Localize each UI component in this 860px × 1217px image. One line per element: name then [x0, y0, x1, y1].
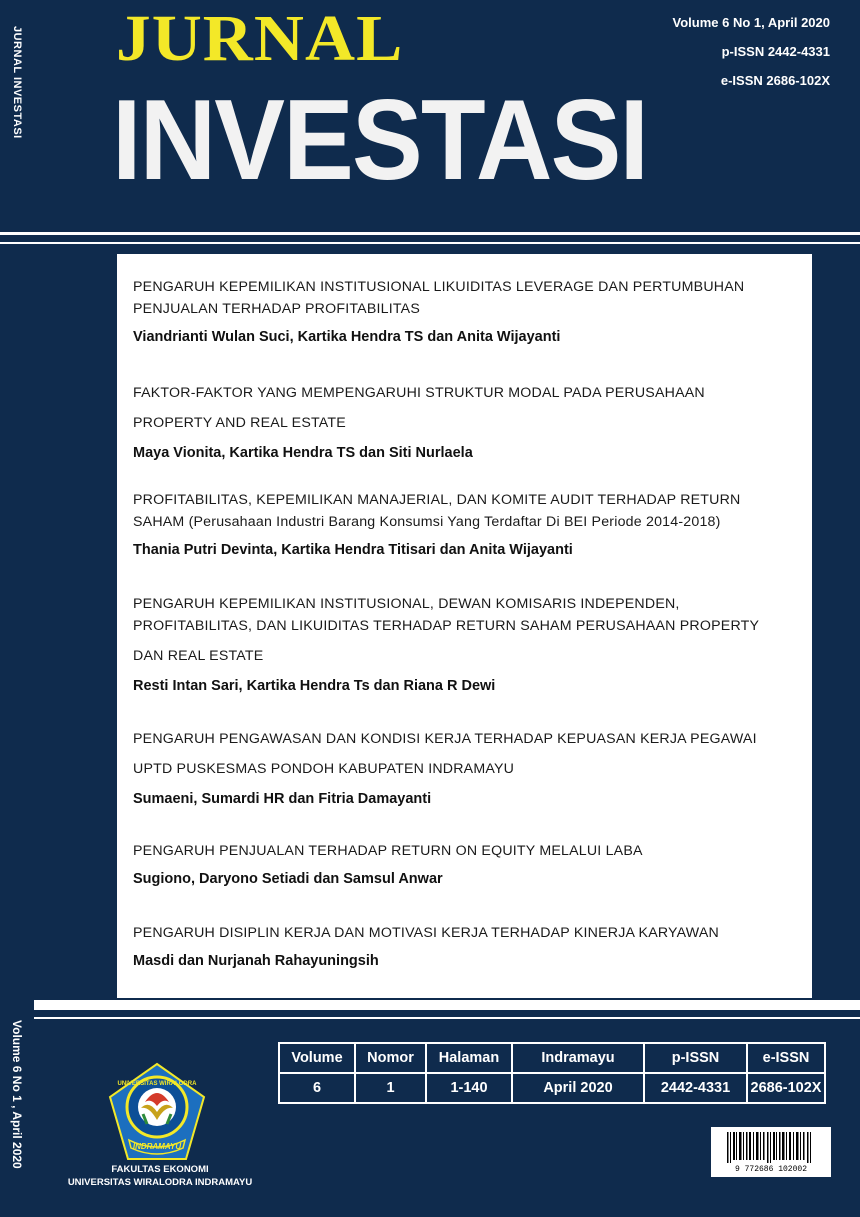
- article-authors: Resti Intan Sari, Kartika Hendra Ts dan Riana R Dewi: [133, 678, 496, 694]
- logo-top-text: UNIVERSITAS WIRALODRA: [117, 1081, 197, 1087]
- article-title-line: DAN REAL ESTATE: [133, 648, 264, 664]
- issue-meta: [673, 8, 831, 95]
- article-title-line: PROPERTY AND REAL ESTATE: [133, 415, 346, 431]
- article-title-line: PENGARUH PENJUALAN TERHADAP RETURN ON EQUITY MELALUI LABA: [133, 843, 643, 859]
- university-logo-icon: [107, 1062, 207, 1162]
- article-title-line: PENGARUH DISIPLIN KERJA DAN MOTIVASI KERJA TERHADAP KINERJA KARYAWAN: [133, 925, 719, 941]
- journal-word-jurnal: JURNAL: [116, 2, 404, 75]
- volume-line: Volume 6 No 1, April 2020: [672, 15, 830, 30]
- info-value-e-issn: 2686-102X: [747, 1073, 825, 1103]
- article-authors: Masdi dan Nurjanah Rahayuningsih: [133, 953, 379, 969]
- article-title-line: PROFITABILITAS, KEPEMILIKAN MANAJERIAL, DAN KOMITE AUDIT TERHADAP RETURN: [133, 492, 741, 508]
- footer-rule: [34, 1000, 860, 1010]
- article-3: [133, 489, 805, 561]
- article-title-line: PENGARUH KEPEMILIKAN INSTITUSIONAL, DEWAN KOMISARIS INDEPENDEN,: [133, 596, 680, 612]
- article-authors: Viandrianti Wulan Suci, Kartika Hendra TS dan Anita Wijayanti: [133, 329, 561, 345]
- article-6: [133, 837, 805, 893]
- article-authors: Maya Vionita, Kartika Hendra TS dan Siti Nurlaela: [133, 445, 473, 461]
- spine-issue: [4, 1020, 30, 1205]
- masthead-rule-2: [0, 242, 860, 244]
- spine-title-text: JURNAL INVESTASI: [11, 26, 23, 139]
- article-authors: Sumaeni, Sumardi HR dan Fitria Damayanti: [133, 791, 432, 807]
- footer-rule-2: [34, 1017, 860, 1019]
- info-value-p-issn: 2442-4331: [644, 1073, 747, 1103]
- isbn-barcode: [711, 1127, 831, 1177]
- info-header-volume: Volume: [279, 1043, 355, 1073]
- university-name: UNIVERSITAS WIRALODRA INDRAMAYU: [67, 1177, 253, 1188]
- info-value-nomor: 1: [355, 1073, 426, 1103]
- info-header-e-issn: e-ISSN: [747, 1043, 825, 1073]
- info-value-date: April 2020: [512, 1073, 644, 1103]
- p-issn-line: p-ISSN 2442-4331: [721, 44, 830, 59]
- info-header-p-issn: p-ISSN: [644, 1043, 747, 1073]
- article-title-line: FAKTOR-FAKTOR YANG MEMPENGARUHI STRUKTUR MODAL PADA PERUSAHAAN: [133, 385, 705, 401]
- article-title-line: PENGARUH PENGAWASAN DAN KONDISI KERJA TERHADAP KEPUASAN KERJA PEGAWAI: [133, 731, 757, 747]
- article-4: [133, 593, 805, 697]
- article-title-line: UPTD PUSKESMAS PONDOH KABUPATEN INDRAMAYU: [133, 761, 515, 777]
- issue-info-table: [278, 1042, 826, 1104]
- info-header-row: [279, 1043, 825, 1073]
- article-1: [133, 276, 805, 348]
- article-title-line: SAHAM (Perusahaan Industri Barang Konsumsi Yang Terdaftar Di BEI Periode 2014-2018): [133, 514, 721, 530]
- journal-word-investasi: INVESTASI: [112, 77, 648, 204]
- article-title-line: PROFITABILITAS, DAN LIKUIDITAS TERHADAP RETURN SAHAM PERUSAHAAN PROPERTY: [133, 618, 760, 634]
- table-of-contents: [117, 254, 812, 998]
- article-2: [133, 378, 805, 468]
- masthead-rule: [0, 232, 860, 235]
- e-issn-line: e-ISSN 2686-102X: [720, 73, 830, 88]
- article-7: [133, 919, 805, 975]
- spine-title: [4, 26, 30, 176]
- logo-bottom-text: INDRAMAYU: [132, 1142, 182, 1151]
- article-authors: Thania Putri Devinta, Kartika Hendra Titisari dan Anita Wijayanti: [133, 542, 573, 558]
- spine-issue-text: Volume 6 No 1 , April 2020: [10, 1020, 24, 1169]
- article-authors: Sugiono, Daryono Setiadi dan Samsul Anwar: [133, 871, 443, 887]
- faculty-name: FAKULTAS EKONOMI: [111, 1164, 209, 1175]
- info-header-indramayu: Indramayu: [512, 1043, 644, 1073]
- article-5: [133, 724, 805, 814]
- info-value-halaman: 1-140: [426, 1073, 512, 1103]
- article-title-line: PENGARUH KEPEMILIKAN INSTITUSIONAL LIKUIDITAS LEVERAGE DAN PERTUMBUHAN: [133, 279, 745, 295]
- article-title-line: PENJUALAN TERHADAP PROFITABILITAS: [133, 301, 421, 317]
- info-header-nomor: Nomor: [355, 1043, 426, 1073]
- barcode-digits: 9 772686 102002: [734, 1165, 808, 1174]
- publisher-block: [60, 1163, 260, 1189]
- info-header-halaman: Halaman: [426, 1043, 512, 1073]
- info-value-row: [279, 1073, 825, 1103]
- info-value-volume: 6: [279, 1073, 355, 1103]
- barcode-icon: [711, 1127, 831, 1177]
